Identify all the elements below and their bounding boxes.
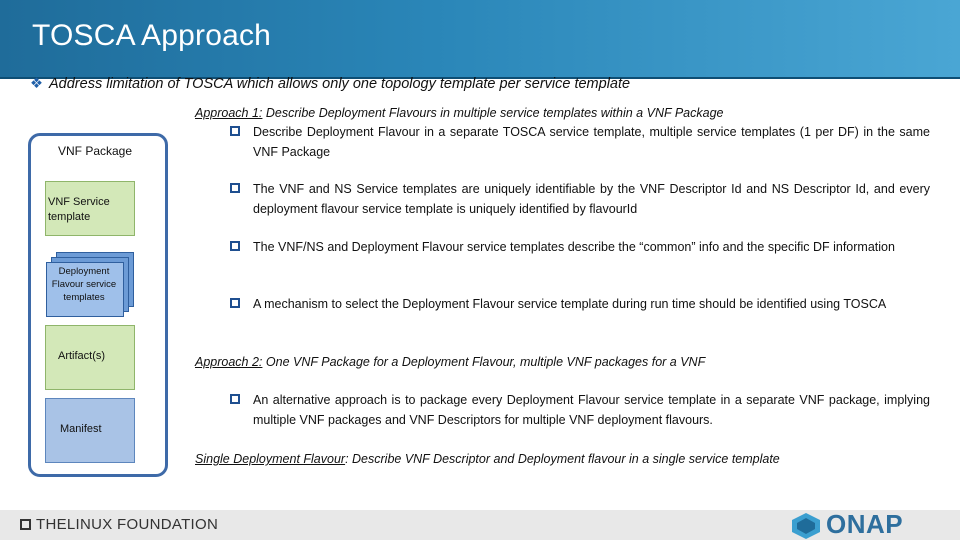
checkbox-bullet-icon xyxy=(230,298,240,308)
single-df-text: : Describe VNF Descriptor and Deployment flavour in a single service template xyxy=(345,452,780,466)
subtitle xyxy=(30,76,630,92)
single-df-line xyxy=(195,450,780,470)
approach2-text: One VNF Package for a Deployment Flavour, multiple VNF packages for a VNF xyxy=(262,355,706,369)
bullet-item xyxy=(230,391,930,430)
single-df-label: Single Deployment Flavour xyxy=(195,452,346,466)
bullet-text: Describe Deployment Flavour in a separate TOSCA service template, multiple service templates (1 per DF) in the same VNF Package xyxy=(253,125,930,159)
bullet-text: An alternative approach is to package every Deployment Flavour service template in a separate VNF package, implying multiple VNF packages and VNF Descriptors for multiple VNF deployment flavours. xyxy=(253,393,930,427)
bullet-item xyxy=(230,180,930,219)
approach1-heading xyxy=(195,104,724,124)
bullet-text: A mechanism to select the Deployment Flavour service template during run time should be identified using TOSCA xyxy=(253,297,887,311)
checkbox-bullet-icon xyxy=(230,183,240,193)
approach2-label: Approach 2: xyxy=(195,355,263,369)
vnf-package-label: VNF Package xyxy=(58,144,133,158)
df-templates-label: Deployment Flavour service templates xyxy=(51,266,117,303)
bullet-item xyxy=(230,123,930,162)
vnf-service-template-label: VNF Service template xyxy=(48,196,110,223)
approach1-label: Approach 1: xyxy=(195,106,263,120)
manifest-label: Manifest xyxy=(60,423,102,435)
onap-logo-text: ONAP xyxy=(826,509,904,539)
page-title: TOSCA Approach xyxy=(32,19,272,52)
bullet-text: The VNF/NS and Deployment Flavour service templates describe the “common” info and the specific DF information xyxy=(253,240,895,254)
approach2-heading xyxy=(195,353,705,373)
linux-foundation-logo-icon xyxy=(20,519,31,530)
subtitle-text: Address limitation of TOSCA which allows only one topology template per service template xyxy=(49,76,631,92)
header-bar xyxy=(0,0,960,79)
checkbox-bullet-icon xyxy=(230,126,240,136)
linux-foundation-logo-text: THELINUX FOUNDATION xyxy=(36,516,219,533)
diamond-bullet-icon: ❖ xyxy=(30,76,43,92)
artifacts-label: Artifact(s) xyxy=(58,350,106,362)
bullet-item xyxy=(230,295,930,315)
bullet-text: The VNF and NS Service templates are uniquely identifiable by the VNF Descriptor Id and NS Descriptor Id, and every deployment flavour service template is uniquely identified by flavourId xyxy=(253,182,930,216)
approach1-text: Describe Deployment Flavours in multiple service templates within a VNF Package xyxy=(262,106,724,120)
bullet-item xyxy=(230,238,930,258)
checkbox-bullet-icon xyxy=(230,241,240,251)
onap-logo-icon xyxy=(790,512,822,540)
checkbox-bullet-icon xyxy=(230,394,240,404)
